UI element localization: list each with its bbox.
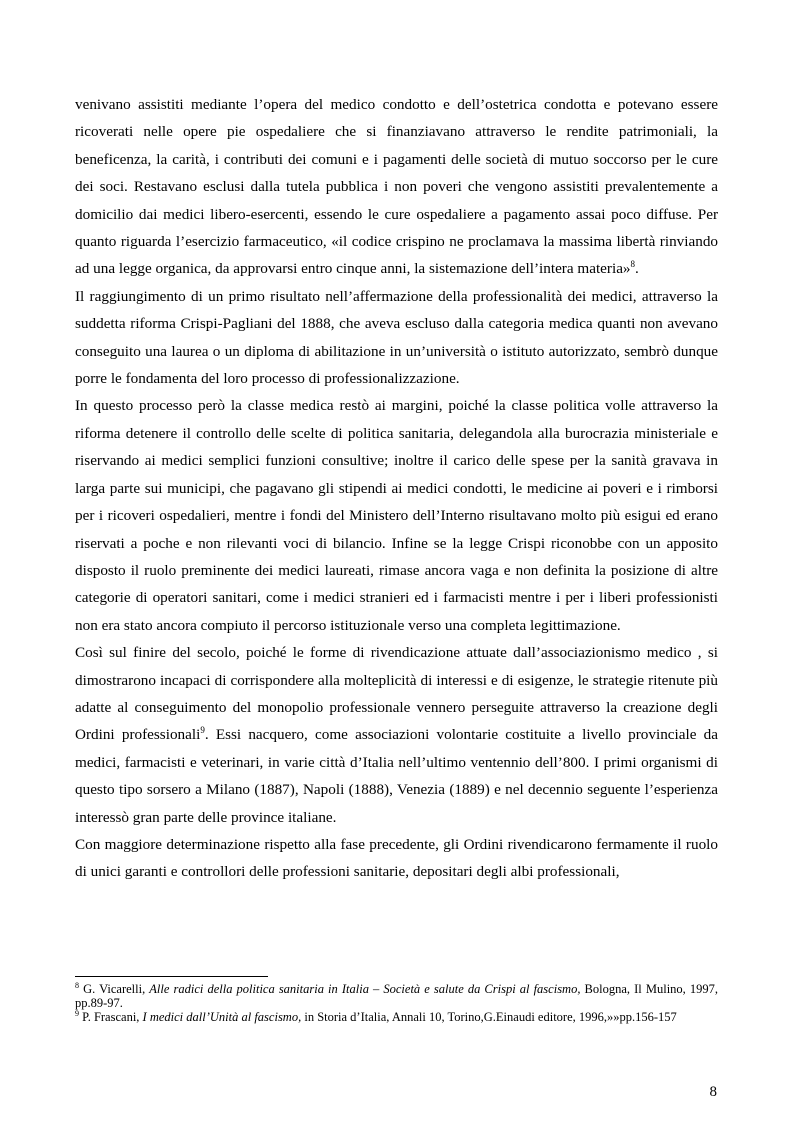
- paragraph-3: In questo processo però la classe medica restò ai margini, poiché la classe politica volle attraverso la riforma detenere il controllo delle scelte di politica sanitaria, delegandola alla burocrazia ministeriale e riservando ai medici semplici funzioni consultive; inoltre il carico delle spese per la sanità gravava in larga parte sui municipi, che pagavano gli stipendi ai medici condotti, le medicine ai poveri e i rimborsi per i ricoveri ospedalieri, mentre i fondi del Ministero dell’Interno risultavano molto più esigui ed erano riservati a poche e non rilevanti voci di bilancio. Infine se la legge Crispi riconobbe con un apposito disposto il ruolo preminente dei medici laureati, rimase ancora vaga e non definita la posizione di altre categorie di operatori sanitari, come i medici stranieri ed i farmacisti mentre i per i liberi professionisti non era stato ancora compiuto il percorso istituzionale verso una completa legittimazione.: [75, 397, 718, 634]
- line: ricoverati nelle opere pie ospedaliere che si finanziavano attraverso le rendite patrimoniali, la: [75, 123, 718, 141]
- footnotes: [75, 976, 718, 1025]
- text: . Essi nacquero, come associazioni volontarie costituite a livello provinciale da medici, farmacisti e veterinari, in varie città d’Italia nell’ultimo ventennio dell’800. I primi organismi di questo tipo sorsero a Milano (1887), Napoli (1888), Venezia (1889) e nel decennio seguente l’esperienza interessò gran parte delle province italiane.: [75, 726, 718, 826]
- line: la massima libertà rinviando ad una legge organica, da approvarsi entro cinque anni, la sistemazione: [75, 233, 719, 278]
- footnote-author: G. Vicarelli,: [79, 982, 150, 996]
- line: beneficenza, la carità, i contributi dei comuni e i pagamenti delle società di mutuo soccorso per le: [75, 150, 687, 168]
- page-body: [75, 91, 718, 886]
- footnote-number: 8: [75, 980, 79, 990]
- line: venivano assistiti mediante l’opera del medico condotto e dell’ostetrica condotta e potevano essere: [75, 96, 718, 113]
- period: .: [635, 260, 639, 278]
- footnote-number: 9: [75, 1009, 79, 1019]
- line: assai poco diffuse. Per quanto riguarda l’esercizio farmaceutico, «il codice crispino ne proclamava: [75, 205, 719, 251]
- line: prevalentemente a domicilio dai medici libero-esercenti, essendo le cure ospedaliere a pagamento: [75, 178, 718, 223]
- footnote-ref-9[interactable]: 9: [200, 725, 205, 736]
- footnote-ref-8[interactable]: 8: [630, 259, 636, 270]
- paragraph-1: [75, 91, 718, 283]
- line: dell’intera materia»: [511, 260, 631, 278]
- footnote-separator: [75, 976, 268, 977]
- footnote-details: Bologna, Il Mulino, 1997, pp.89-97.: [75, 982, 718, 1011]
- paragraph-5: Con maggiore determinazione rispetto alla fase precedente, gli Ordini rivendicarono fermamente il ruolo di unici garanti e controllori delle professioni sanitarie, depositari degli albi professionali,: [75, 835, 718, 881]
- footnote-title: Alle radici della politica sanitaria in Italia – Società e salute da Crispi al fascismo,: [149, 982, 581, 996]
- paragraph-2: Il raggiungimento di un primo risultato nell’affermazione della professionalità dei medici, attraverso la suddetta riforma Crispi-Pagliani del 1888, che aveva escluso dalla categoria medica quanti non avevano conseguito una laurea o un diploma di abilitazione in un’università o istituto autorizzato, sembrò dunque porre le fondamenta del loro processo di professionalizzazione.: [75, 287, 718, 388]
- line: cure dei soci. Restavano esclusi dalla tutela pubblica i non poveri che vengono assistiti: [75, 150, 718, 196]
- footnote-8: [75, 982, 718, 1010]
- paragraph-4: [75, 639, 718, 831]
- footnote-details: in Storia d’Italia, Annali 10, Torino,G.Einaudi editore, 1996,»»pp.156-157: [301, 1010, 677, 1025]
- page-number: 8: [709, 1084, 717, 1100]
- footnote-author: P. Frascani,: [79, 1010, 143, 1025]
- footnote-9: [75, 1010, 718, 1024]
- text: Così sul finire del secolo, poiché le forme di rivendicazione attuate dall’associazionismo medico , si dimostrarono incapaci di corrispondere alla molteplicità di interessi e di esigenze, le strategie ritenute più adatte al conseguimento del monopolio professionale vennero perseguite attraverso la creazione degli Ordini professionali: [75, 644, 718, 744]
- footnote-title: I medici dall’Unità al fascismo,: [142, 1010, 302, 1025]
